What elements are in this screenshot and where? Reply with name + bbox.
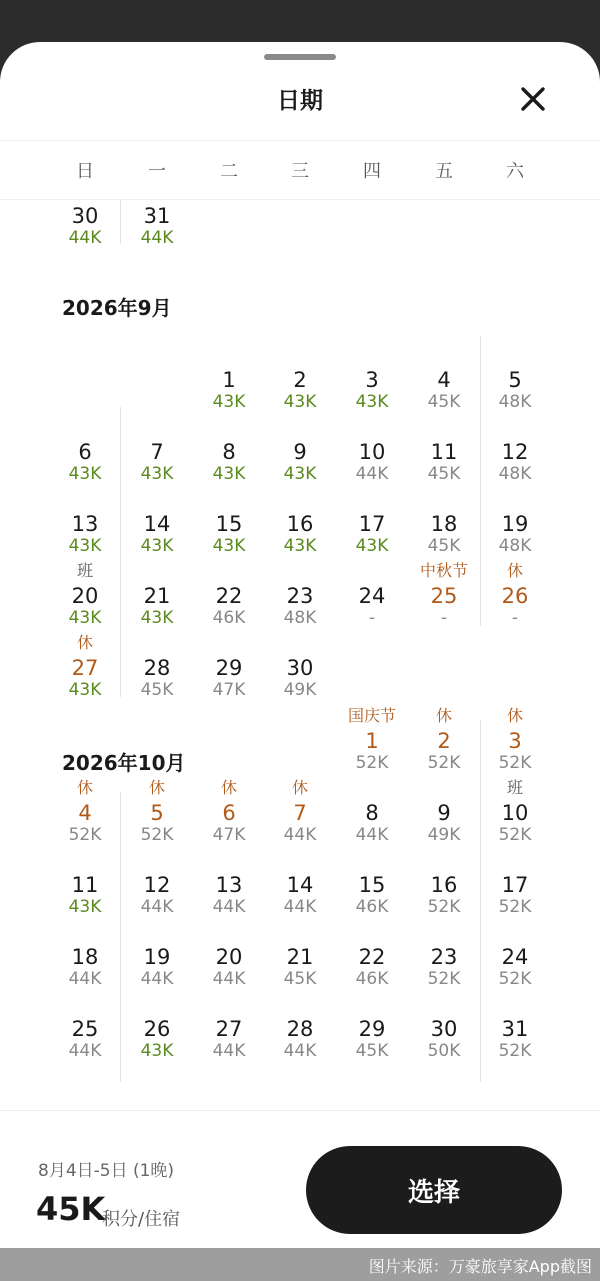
day-price: 48K xyxy=(283,608,317,628)
day-number: 23 xyxy=(286,584,314,608)
calendar-day[interactable] xyxy=(49,562,121,634)
calendar-day[interactable] xyxy=(479,562,551,634)
day-price: 43K xyxy=(283,536,317,556)
day-price: 52K xyxy=(427,969,461,989)
calendar-day[interactable] xyxy=(121,418,193,490)
date-picker-sheet xyxy=(0,42,600,1248)
day-price: 43K xyxy=(68,897,102,917)
day-number: 7 xyxy=(150,440,164,464)
day-price: 44K xyxy=(212,1041,246,1061)
day-number: 6 xyxy=(222,801,236,825)
day-price: 46K xyxy=(355,969,389,989)
day-number: 31 xyxy=(501,1017,529,1041)
calendar-day[interactable] xyxy=(408,923,480,995)
day-price: 44K xyxy=(283,825,317,845)
calendar-day[interactable] xyxy=(121,182,193,254)
day-number: 22 xyxy=(215,584,243,608)
calendar-day[interactable] xyxy=(479,923,551,995)
day-price: 45K xyxy=(140,680,174,700)
calendar-day[interactable] xyxy=(193,418,265,490)
day-price: 47K xyxy=(212,680,246,700)
week-separator xyxy=(120,792,121,1082)
day-number: 13 xyxy=(71,512,99,536)
calendar-day[interactable] xyxy=(49,418,121,490)
day-price: 43K xyxy=(140,608,174,628)
calendar-day[interactable] xyxy=(264,851,336,923)
calendar-day[interactable] xyxy=(336,779,408,851)
day-price: 46K xyxy=(355,897,389,917)
select-button[interactable]: 选择 xyxy=(306,1146,562,1234)
day-tag: 休 xyxy=(506,706,523,725)
day-price: 43K xyxy=(140,536,174,556)
day-number: 4 xyxy=(78,801,92,825)
day-price: 52K xyxy=(498,753,532,773)
day-number: 17 xyxy=(358,512,386,536)
calendar-day[interactable] xyxy=(336,707,408,779)
day-number: 25 xyxy=(430,584,458,608)
day-number: 3 xyxy=(365,368,379,392)
day-number: 21 xyxy=(143,584,171,608)
day-tag: 休 xyxy=(435,706,452,725)
calendar-day[interactable] xyxy=(121,490,193,562)
day-number: 16 xyxy=(286,512,314,536)
week-separator xyxy=(480,336,481,626)
day-tag: 休 xyxy=(506,561,523,580)
calendar-day[interactable] xyxy=(336,923,408,995)
calendar-day[interactable] xyxy=(408,851,480,923)
day-number: 26 xyxy=(143,1017,171,1041)
day-tag: 班 xyxy=(76,561,93,580)
day-tag: 休 xyxy=(291,778,308,797)
calendar-day[interactable] xyxy=(479,490,551,562)
calendar-day[interactable] xyxy=(408,779,480,851)
calendar-day[interactable] xyxy=(264,346,336,418)
calendar-day[interactable] xyxy=(479,995,551,1067)
day-number: 5 xyxy=(508,368,522,392)
day-price: 45K xyxy=(283,969,317,989)
day-number: 25 xyxy=(71,1017,99,1041)
day-number: 18 xyxy=(71,945,99,969)
calendar-day[interactable] xyxy=(121,562,193,634)
day-tag: 休 xyxy=(220,778,237,797)
day-tag: 班 xyxy=(506,778,523,797)
week-separator xyxy=(120,200,121,244)
day-number: 2 xyxy=(293,368,307,392)
day-number: 13 xyxy=(215,873,243,897)
day-number: 6 xyxy=(78,440,92,464)
day-price: 49K xyxy=(427,825,461,845)
header-divider xyxy=(0,140,600,141)
day-number: 29 xyxy=(215,656,243,680)
calendar-day[interactable] xyxy=(408,490,480,562)
day-price: 44K xyxy=(68,969,102,989)
day-price: 52K xyxy=(498,969,532,989)
day-price: 45K xyxy=(355,1041,389,1061)
day-price: 43K xyxy=(68,680,102,700)
day-price: 44K xyxy=(68,1041,102,1061)
day-number: 9 xyxy=(437,801,451,825)
watermark-text: 图片来源：万豪旅享家App截图 xyxy=(368,1257,592,1276)
day-price: 45K xyxy=(427,536,461,556)
weekday-label: 一 xyxy=(148,161,166,182)
day-price: 52K xyxy=(355,753,389,773)
day-number: 5 xyxy=(150,801,164,825)
day-price: 45K xyxy=(427,392,461,412)
day-number: 9 xyxy=(293,440,307,464)
day-number: 8 xyxy=(222,440,236,464)
calendar-day[interactable] xyxy=(121,851,193,923)
calendar-day[interactable] xyxy=(49,923,121,995)
day-price: 44K xyxy=(212,897,246,917)
day-number: 30 xyxy=(286,656,314,680)
drag-handle[interactable] xyxy=(264,54,336,60)
day-price: 44K xyxy=(283,897,317,917)
day-price: 44K xyxy=(355,464,389,484)
calendar-day[interactable] xyxy=(193,851,265,923)
calendar-day[interactable] xyxy=(264,562,336,634)
day-number: 30 xyxy=(430,1017,458,1041)
stay-dates: 8月4日-5日 (1晚) xyxy=(38,1161,175,1181)
close-icon[interactable] xyxy=(516,82,550,116)
weekday-label: 二 xyxy=(220,161,238,182)
day-number: 4 xyxy=(437,368,451,392)
weekday-label: 日 xyxy=(76,161,94,182)
day-price: 43K xyxy=(140,464,174,484)
calendar-day[interactable] xyxy=(193,779,265,851)
day-price: 44K xyxy=(140,897,174,917)
calendar-day[interactable] xyxy=(121,779,193,851)
calendar-day[interactable] xyxy=(49,182,121,254)
calendar-day[interactable] xyxy=(121,923,193,995)
day-number: 11 xyxy=(71,873,99,897)
month-title: 2026年10月 xyxy=(62,751,186,775)
calendar-day[interactable] xyxy=(479,851,551,923)
day-number: 23 xyxy=(430,945,458,969)
calendar-day[interactable] xyxy=(264,923,336,995)
day-number: 29 xyxy=(358,1017,386,1041)
calendar-day[interactable] xyxy=(264,995,336,1067)
day-price: 43K xyxy=(68,608,102,628)
day-price: 50K xyxy=(427,1041,461,1061)
day-number: 28 xyxy=(286,1017,314,1041)
total-points-price: 45K xyxy=(36,1190,106,1228)
day-number: 11 xyxy=(430,440,458,464)
calendar-day[interactable] xyxy=(336,851,408,923)
calendar-day[interactable] xyxy=(408,995,480,1067)
day-number: 14 xyxy=(286,873,314,897)
day-price: 45K xyxy=(427,464,461,484)
day-price: 52K xyxy=(498,897,532,917)
day-number: 21 xyxy=(286,945,314,969)
day-number: 10 xyxy=(358,440,386,464)
day-tag: 休 xyxy=(76,778,93,797)
calendar-day[interactable] xyxy=(408,562,480,634)
calendar-day[interactable] xyxy=(479,418,551,490)
day-number: 12 xyxy=(501,440,529,464)
day-number: 19 xyxy=(143,945,171,969)
day-price: 43K xyxy=(355,536,389,556)
day-number: 26 xyxy=(501,584,529,608)
day-price: 43K xyxy=(355,392,389,412)
week-separator xyxy=(480,720,481,1082)
day-price: 43K xyxy=(212,536,246,556)
day-number: 15 xyxy=(358,873,386,897)
day-number: 28 xyxy=(143,656,171,680)
day-number: 10 xyxy=(501,801,529,825)
day-price: - xyxy=(440,608,448,628)
day-price: 43K xyxy=(212,464,246,484)
day-number: 22 xyxy=(358,945,386,969)
day-price: 44K xyxy=(68,228,102,248)
day-number: 24 xyxy=(501,945,529,969)
day-number: 18 xyxy=(430,512,458,536)
calendar-day[interactable] xyxy=(336,490,408,562)
month-title: 2026年9月 xyxy=(62,296,172,320)
day-price: 44K xyxy=(212,969,246,989)
day-number: 12 xyxy=(143,873,171,897)
day-number: 17 xyxy=(501,873,529,897)
day-number: 20 xyxy=(215,945,243,969)
sheet-title: 日期 xyxy=(277,88,323,114)
day-price: - xyxy=(368,608,376,628)
day-number: 15 xyxy=(215,512,243,536)
calendar-day[interactable] xyxy=(49,634,121,706)
day-price: 44K xyxy=(355,825,389,845)
weekday-label: 四 xyxy=(363,161,381,182)
calendar-day[interactable] xyxy=(336,418,408,490)
day-number: 14 xyxy=(143,512,171,536)
week-separator xyxy=(120,407,121,697)
calendar-day[interactable] xyxy=(336,562,408,634)
day-number: 1 xyxy=(365,729,379,753)
day-price: 43K xyxy=(283,464,317,484)
day-number: 19 xyxy=(501,512,529,536)
day-price: 43K xyxy=(68,464,102,484)
day-number: 3 xyxy=(508,729,522,753)
day-price: 52K xyxy=(427,753,461,773)
day-price: - xyxy=(511,608,519,628)
calendar-day[interactable] xyxy=(121,995,193,1067)
calendar-day[interactable] xyxy=(264,418,336,490)
calendar-day[interactable] xyxy=(264,634,336,706)
day-price: 43K xyxy=(212,392,246,412)
day-price: 46K xyxy=(212,608,246,628)
price-unit: 积分/住宿 xyxy=(102,1209,181,1230)
day-number: 24 xyxy=(358,584,386,608)
calendar-day[interactable] xyxy=(49,490,121,562)
watermark xyxy=(0,1248,600,1281)
day-number: 2 xyxy=(437,729,451,753)
calendar-day[interactable] xyxy=(193,923,265,995)
weekday-label: 三 xyxy=(291,161,309,182)
weekday-label: 六 xyxy=(506,161,524,182)
calendar-day[interactable] xyxy=(193,562,265,634)
day-number: 20 xyxy=(71,584,99,608)
calendar-day[interactable] xyxy=(121,634,193,706)
day-tag: 休 xyxy=(148,778,165,797)
calendar-day[interactable] xyxy=(193,346,265,418)
calendar-day[interactable] xyxy=(479,779,551,851)
day-number: 1 xyxy=(222,368,236,392)
calendar-day[interactable] xyxy=(479,346,551,418)
day-price: 47K xyxy=(212,825,246,845)
day-price: 52K xyxy=(498,1041,532,1061)
day-tag: 国庆节 xyxy=(347,706,396,725)
calendar-day[interactable] xyxy=(49,779,121,851)
calendar-day[interactable] xyxy=(408,418,480,490)
day-price: 44K xyxy=(283,1041,317,1061)
calendar-day[interactable] xyxy=(264,490,336,562)
day-number: 27 xyxy=(71,656,99,680)
calendar-day[interactable] xyxy=(49,851,121,923)
day-number: 30 xyxy=(71,204,99,228)
calendar-day[interactable] xyxy=(49,995,121,1067)
calendar-day[interactable] xyxy=(336,995,408,1067)
calendar-day[interactable] xyxy=(193,995,265,1067)
day-number: 8 xyxy=(365,801,379,825)
day-number: 27 xyxy=(215,1017,243,1041)
calendar-day[interactable] xyxy=(264,779,336,851)
calendar-day[interactable] xyxy=(479,707,551,779)
calendar-day[interactable] xyxy=(408,707,480,779)
day-price: 52K xyxy=(498,825,532,845)
day-price: 52K xyxy=(427,897,461,917)
footer-divider xyxy=(0,1110,600,1111)
day-tag: 中秋节 xyxy=(419,561,468,580)
day-price: 44K xyxy=(140,228,174,248)
weekday-label: 五 xyxy=(435,161,453,182)
day-price: 48K xyxy=(498,464,532,484)
calendar-day[interactable] xyxy=(193,634,265,706)
day-price: 48K xyxy=(498,536,532,556)
day-number: 7 xyxy=(293,801,307,825)
calendar-day[interactable] xyxy=(336,346,408,418)
day-price: 43K xyxy=(283,392,317,412)
day-price: 52K xyxy=(140,825,174,845)
day-price: 43K xyxy=(68,536,102,556)
calendar-day[interactable] xyxy=(408,346,480,418)
day-price: 48K xyxy=(498,392,532,412)
day-tag: 休 xyxy=(76,633,93,652)
day-number: 31 xyxy=(143,204,171,228)
day-price: 43K xyxy=(140,1041,174,1061)
day-price: 52K xyxy=(68,825,102,845)
day-number: 16 xyxy=(430,873,458,897)
calendar-day[interactable] xyxy=(193,490,265,562)
day-price: 49K xyxy=(283,680,317,700)
day-price: 44K xyxy=(140,969,174,989)
